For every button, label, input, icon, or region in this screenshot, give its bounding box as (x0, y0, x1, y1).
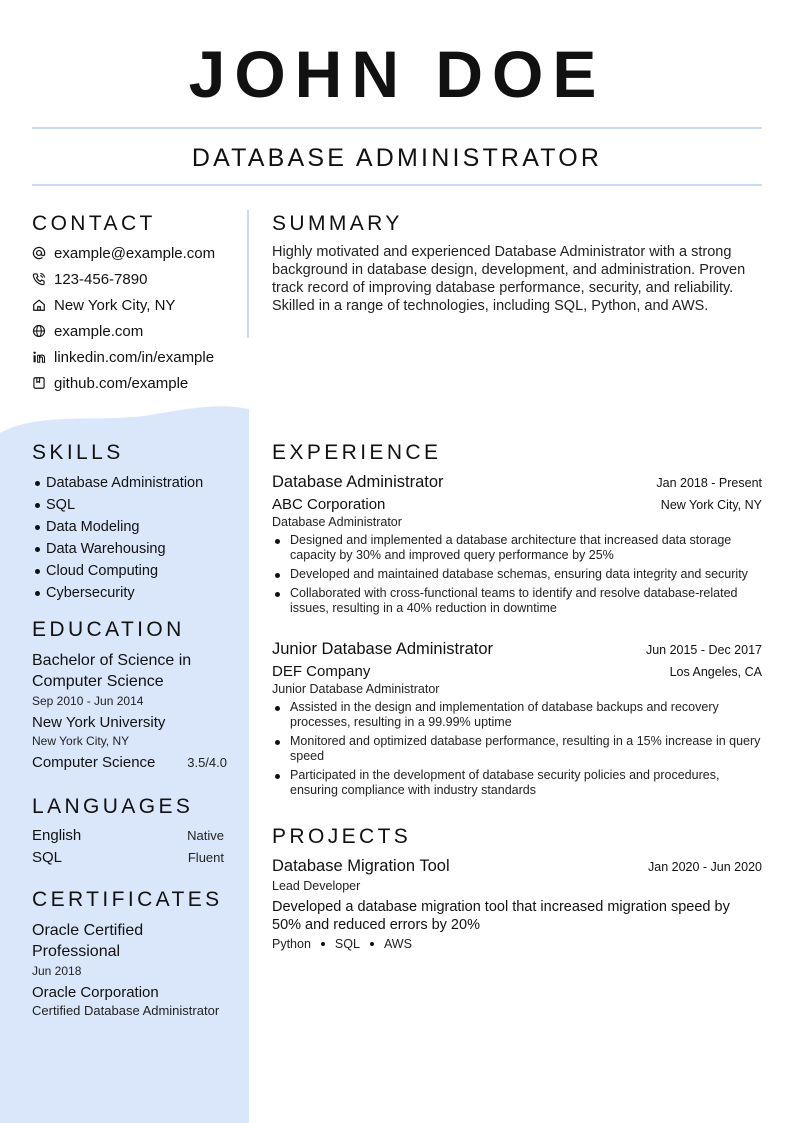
job-bullet: Assisted in the design and implementation of database backups and recovery processes, resulting in a 99.99% uptime (272, 700, 762, 730)
project-title: Database Migration Tool (272, 857, 450, 875)
project-entry (272, 857, 762, 951)
column-divider (247, 210, 249, 338)
linkedin-icon (32, 350, 46, 364)
contact-heading: CONTACT (32, 212, 156, 235)
bullet-dot (35, 547, 40, 552)
tag-separator (321, 942, 325, 946)
certificates-heading: CERTIFICATES (32, 888, 223, 911)
education-heading: EDUCATION (32, 618, 185, 641)
contact-location-text: New York City, NY (54, 296, 176, 314)
tag-separator (370, 942, 374, 946)
skill-label: Cloud Computing (46, 563, 159, 579)
globe-icon (32, 324, 46, 338)
job-title-text: Junior Database Administrator (272, 640, 494, 658)
job-location: Los Angeles, CA (669, 665, 762, 679)
job-dates: Jan 2018 - Present (656, 476, 762, 490)
language-level: Fluent (187, 850, 224, 865)
skill-item (32, 472, 242, 494)
job-dates: Jun 2015 - Dec 2017 (645, 643, 762, 657)
skill-item (32, 516, 242, 538)
job-bullet: Developed and maintained database schemas, ensuring data integrity and security (272, 567, 762, 582)
language-name: English (32, 827, 82, 844)
contact-website-text: example.com (54, 322, 144, 340)
certificate-detail: Certified Database Administrator (32, 1003, 220, 1018)
project-tag: Python (272, 937, 311, 951)
education-location: New York City, NY (32, 734, 130, 748)
contact-email[interactable] (32, 243, 215, 263)
home-icon (32, 298, 46, 312)
job-company: DEF Company (272, 663, 371, 680)
project-role: Lead Developer (272, 879, 361, 893)
job-bullets (272, 700, 762, 798)
contact-location (32, 295, 175, 315)
job-title-text: Database Administrator (272, 473, 444, 491)
project-dates: Jan 2020 - Jun 2020 (648, 860, 762, 874)
skills-heading: SKILLS (32, 441, 124, 464)
summary-text: Highly motivated and experienced Database Administrator with a strong background in database design, development, and administration. Proven track record of improving database performance, security, and reliability. Skilled in a range of technologies, including SQL, Python, and AWS. (272, 244, 746, 314)
contact-linkedin-text: linkedin.com/in/example (54, 348, 215, 366)
contact-website[interactable] (32, 321, 143, 341)
skill-item (32, 494, 242, 516)
certificate-issuer: Oracle Corporation (32, 984, 159, 1001)
skill-label: Data Modeling (46, 519, 140, 535)
job-bullet: Participated in the development of database security policies and procedures, ensuring compliance with industry standards (272, 768, 762, 798)
project-title-row (272, 857, 762, 876)
education-degree: Bachelor of Science in Computer Science (32, 652, 192, 690)
certificate-date: Jun 2018 (32, 964, 82, 978)
project-tag: SQL (334, 937, 360, 951)
job-entry (272, 473, 762, 620)
project-description: Developed a database migration tool that increased migration speed by 50% and reduced errors by 20% (272, 899, 730, 933)
bullet-dot (35, 591, 40, 596)
bullet-dot (35, 569, 40, 574)
header-top-rule (32, 127, 762, 129)
summary-heading: SUMMARY (272, 212, 403, 235)
job-title-row (272, 640, 762, 659)
education-dates: Sep 2010 - Jun 2014 (32, 694, 144, 708)
language-row (32, 826, 224, 848)
header-bottom-rule (32, 184, 762, 186)
job-title-row (272, 473, 762, 492)
at-icon (32, 246, 46, 260)
language-row (32, 848, 224, 870)
job-company-row (272, 496, 762, 513)
bullet-dot (35, 525, 40, 530)
education-field-row (32, 753, 227, 772)
job-location: New York City, NY (660, 498, 762, 512)
bullet-dot (35, 503, 40, 508)
certificate-entry (32, 920, 227, 1019)
skill-label: Data Warehousing (46, 541, 166, 557)
skill-item (32, 560, 242, 582)
job-role: Junior Database Administrator (272, 682, 440, 696)
job-role: Database Administrator (272, 515, 402, 529)
education-entry (32, 650, 227, 772)
contact-phone[interactable] (32, 269, 147, 289)
phone-icon (32, 272, 46, 286)
project-tags (272, 937, 762, 951)
skill-label: Cybersecurity (46, 585, 135, 601)
certificate-name: Oracle Certified Professional (32, 922, 144, 960)
language-name: SQL (32, 849, 63, 866)
contact-github[interactable] (32, 373, 188, 393)
experience-heading: EXPERIENCE (272, 441, 442, 464)
projects-heading: PROJECTS (272, 825, 412, 848)
job-company: ABC Corporation (272, 496, 386, 513)
skill-item (32, 582, 242, 604)
job-entry (272, 640, 762, 802)
language-level: Native (187, 828, 224, 843)
skills-list (32, 472, 242, 604)
contact-email-text: example@example.com (54, 244, 216, 262)
skill-label: SQL (46, 497, 76, 513)
job-bullet: Designed and implemented a database architecture that increased data storage capacity by 30% and improved query performance by 25% (272, 533, 762, 563)
job-company-row (272, 663, 762, 680)
education-school: New York University (32, 714, 166, 731)
contact-linkedin[interactable] (32, 347, 214, 367)
job-bullet: Monitored and optimized database performance, resulting in a 15% increase in query speed (272, 734, 762, 764)
education-gpa: 3.5/4.0 (187, 755, 227, 770)
job-title: DATABASE ADMINISTRATOR (191, 144, 603, 172)
github-icon (32, 376, 46, 390)
contact-github-text: github.com/example (54, 374, 189, 392)
skill-label: Database Administration (46, 475, 204, 491)
job-bullet: Collaborated with cross-functional teams to identify and resolve database-related issues, resulting in a 40% reduction in downtime (272, 586, 762, 616)
bullet-dot (35, 481, 40, 486)
education-field: Computer Science (32, 754, 156, 771)
job-bullets (272, 533, 762, 616)
project-tag: AWS (383, 937, 412, 951)
languages-list (32, 826, 224, 870)
languages-heading: LANGUAGES (32, 795, 194, 818)
person-name: JOHN DOE (188, 37, 606, 111)
skill-item (32, 538, 242, 560)
contact-phone-text: 123-456-7890 (54, 270, 148, 288)
